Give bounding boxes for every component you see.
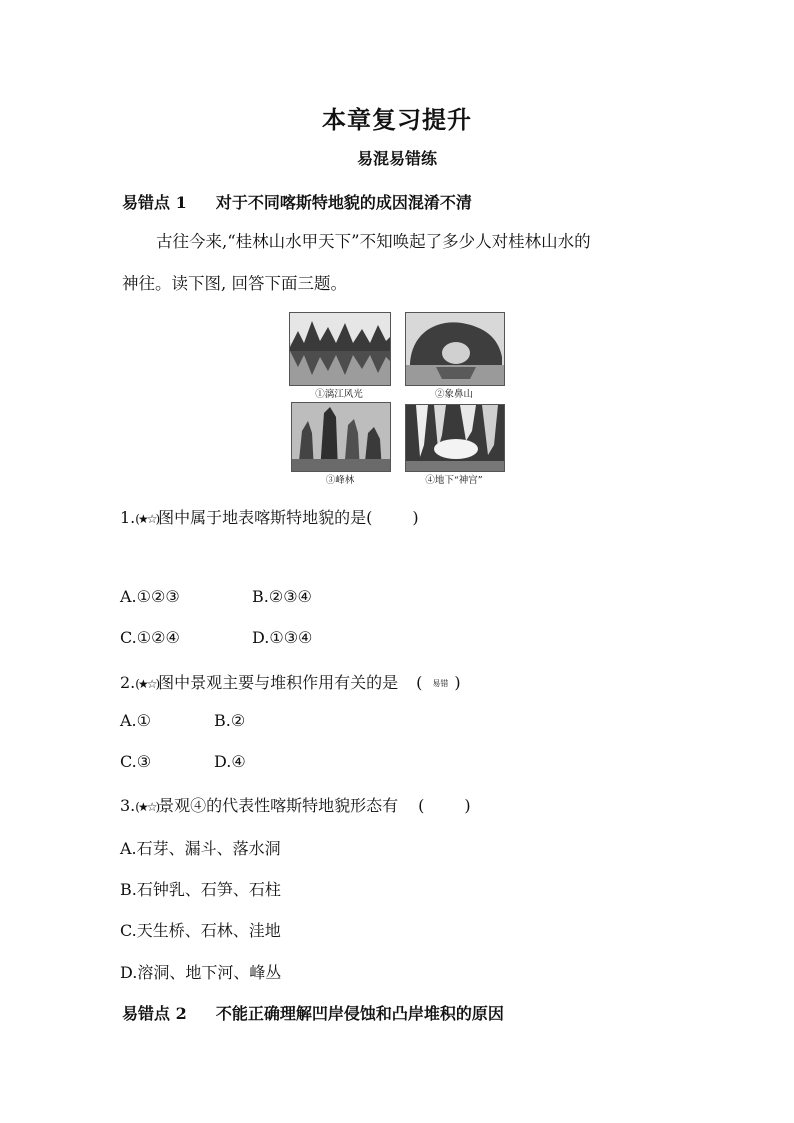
q1-option-b[interactable]: B.②③④ [252, 587, 312, 606]
section-heading-1 [122, 190, 472, 213]
section-text: 对于不同喀斯特地貌的成因混淆不清 [215, 193, 472, 212]
photo-elephant-trunk-hill [405, 312, 505, 386]
difficulty-stars: (★☆) [135, 512, 159, 526]
question-stem: 图中景观主要与堆积作用有关的是 [158, 673, 399, 692]
section-heading-2 [122, 1001, 504, 1024]
question-3 [120, 793, 471, 816]
photo-peak-forest [291, 402, 391, 472]
q3-option-d[interactable]: D.溶洞、地下河、峰丛 [120, 963, 282, 982]
q2-option-c[interactable]: C.③ [120, 752, 152, 771]
error-prone-tag: 易错 [432, 679, 449, 688]
question-number: 1. [120, 508, 136, 527]
photo-underground-palace [405, 404, 505, 472]
caption-2: ②象鼻山 [434, 389, 473, 400]
question-1 [120, 505, 419, 528]
difficulty-stars: (★☆) [135, 800, 159, 814]
answer-paren-close: ) [454, 673, 461, 692]
page-subtitle: 易混易错练 [356, 149, 437, 168]
question-stem: 景观④的代表性喀斯特地貌形态有 [158, 796, 399, 815]
answer-paren-open: ( [416, 673, 423, 692]
question-2 [120, 670, 461, 693]
q1-option-a[interactable]: A.①②③ [120, 587, 180, 606]
section-label: 易错点 2 [122, 1004, 187, 1023]
difficulty-stars: (★☆) [135, 677, 159, 691]
q2-option-a[interactable]: A.① [120, 711, 151, 730]
caption-3: ③峰林 [325, 475, 355, 486]
caption-4: ④地下“神宫” [425, 475, 483, 486]
question-number: 3. [120, 796, 136, 815]
question-number: 2. [120, 673, 136, 692]
q3-option-b[interactable]: B.石钟乳、石笋、石柱 [120, 880, 281, 899]
answer-paren-open: ( [418, 796, 425, 815]
page-title: 本章复习提升 [322, 105, 472, 134]
q3-option-c[interactable]: C.天生桥、石林、洼地 [120, 921, 281, 940]
section-label: 易错点 1 [122, 193, 187, 212]
q2-option-d[interactable]: D.④ [214, 752, 246, 771]
intro-line-1: 古往今来,“桂林山水甲天下”不知唤起了多少人对桂林山水的 [156, 232, 591, 251]
answer-paren-close: ) [464, 796, 471, 815]
q3-option-a[interactable]: A.石芽、漏斗、落水洞 [120, 839, 281, 858]
answer-paren-close: ) [412, 508, 419, 527]
q2-option-b[interactable]: B.② [214, 711, 246, 730]
q1-option-d[interactable]: D.①③④ [252, 628, 313, 647]
photo-lijiang-scenery [289, 312, 391, 386]
caption-1: ①漓江风光 [315, 389, 363, 400]
question-stem: 图中属于地表喀斯特地貌的是 [158, 508, 367, 527]
section-text: 不能正确理解凹岸侵蚀和凸岸堆积的原因 [215, 1004, 504, 1023]
q1-option-c[interactable]: C.①②④ [120, 628, 180, 647]
intro-line-2: 神往。读下图, 回答下面三题。 [122, 274, 347, 293]
answer-paren-open: ( [366, 508, 373, 527]
